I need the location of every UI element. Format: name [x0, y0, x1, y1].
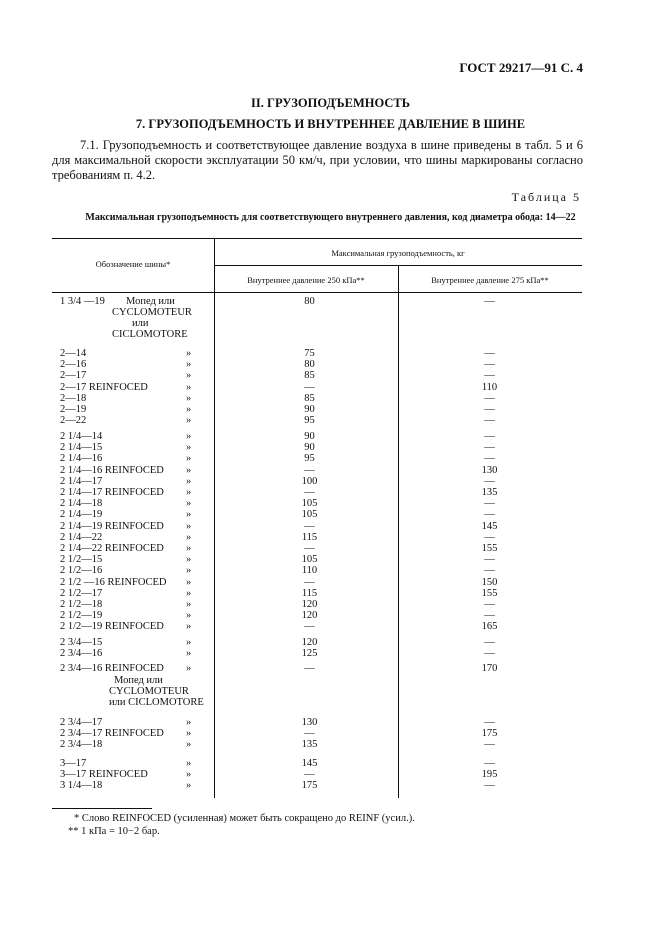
tire-designation: 2 1/2—16: [60, 565, 103, 577]
load-275: —: [484, 431, 495, 442]
tire-designation: 3—17 REINFOCED: [60, 769, 148, 781]
tire-designation: 2 1/4—18: [60, 498, 103, 510]
table-row: [52, 348, 582, 359]
load-250: —: [304, 621, 315, 633]
table-row: [52, 521, 582, 532]
tire-designation: 2—16: [60, 359, 87, 371]
table-row: [52, 382, 582, 393]
load-275: —: [484, 531, 495, 543]
load-250: —: [304, 464, 315, 476]
header-pressure-275: Внутреннее давление 275 кПа**: [431, 275, 549, 285]
document-header: ГОСТ 29217—91 С. 4: [459, 60, 583, 75]
load-250: —: [304, 728, 315, 740]
tire-designation: 2 1/4—22: [60, 531, 103, 543]
load-275: —: [484, 565, 495, 577]
table-row: [52, 610, 582, 621]
load-250: —: [304, 520, 315, 532]
table-row: [52, 621, 582, 632]
load-250: 90: [304, 404, 315, 415]
ditto-mark: »: [186, 404, 192, 415]
tire-designation: 2—14: [60, 348, 87, 359]
ditto-mark: »: [186, 637, 192, 648]
load-250: 115: [301, 587, 318, 599]
header-bottom-rule: [52, 292, 582, 293]
load-275: —: [484, 392, 495, 404]
load-250: 80: [304, 359, 315, 371]
footnote-1: * Слово REINFOCED (усиленная) может быть сокращено до REINF (усил.).: [74, 813, 415, 824]
load-250: —: [304, 663, 315, 674]
load-275: —: [484, 717, 495, 728]
tire-designation: 2—18: [60, 392, 87, 404]
load-275: —: [484, 648, 495, 660]
load-275: —: [484, 610, 495, 622]
tire-designation: 2 1/4—17 REINFOCED: [60, 487, 164, 498]
ditto-mark: »: [186, 728, 192, 740]
ditto-mark: »: [186, 464, 192, 476]
ditto-mark: »: [186, 769, 192, 781]
ditto-mark: »: [186, 487, 192, 498]
table-row: [52, 509, 582, 520]
table-row: [52, 532, 582, 543]
table-row: [52, 739, 582, 750]
load-275: —: [484, 415, 495, 427]
load-250: 135: [301, 739, 318, 751]
table-row: [52, 565, 582, 576]
load-250: 130: [301, 717, 318, 728]
ditto-mark: »: [186, 453, 192, 465]
ditto-mark: »: [186, 739, 192, 751]
ditto-mark: »: [186, 431, 192, 442]
load-275: —: [484, 637, 495, 648]
tire-designation: 2 3/4—18: [60, 739, 103, 751]
load-275: 155: [481, 543, 498, 554]
tire-designation: 2 1/2—17: [60, 587, 103, 599]
table-label: Таблица 5: [511, 190, 581, 204]
load-275: 145: [481, 520, 498, 532]
load-250: 175: [301, 780, 318, 792]
header-pressure-250: Внутреннее давление 250 кПа**: [247, 275, 365, 285]
ditto-mark: »: [186, 758, 192, 769]
load-250: 90: [304, 442, 315, 454]
ditto-mark: »: [186, 543, 192, 554]
footnote-2: ** 1 кПа = 10−2 бар.: [68, 826, 160, 837]
tire-designation: 2—22: [60, 415, 87, 427]
load-250: 95: [304, 415, 315, 427]
table-row: [52, 637, 582, 648]
ditto-mark: »: [186, 348, 192, 359]
table-row: [52, 648, 582, 659]
tire-designation: 2 1/2—15: [60, 554, 103, 566]
table-row: [52, 404, 582, 415]
ditto-mark: »: [186, 621, 192, 633]
ditto-mark: »: [186, 610, 192, 622]
load-275: 170: [481, 663, 498, 674]
table-row: [52, 442, 582, 453]
table-row: [52, 543, 582, 554]
tire-designation: 2 3/4—16 REINFOCED: [60, 663, 164, 674]
load-250: 85: [304, 370, 315, 382]
tire-designation: 2 1/4—17: [60, 475, 103, 487]
tire-designation: 2 1/4—15: [60, 442, 103, 454]
table-row: [52, 769, 582, 780]
table-row: [52, 465, 582, 476]
table-row: [52, 728, 582, 739]
load-250: 75: [304, 348, 315, 359]
load-275: 150: [481, 576, 498, 588]
load-250: 100: [301, 475, 318, 487]
ditto-mark: »: [186, 599, 192, 610]
tire-designation: 2 1/4—22 REINFOCED: [60, 543, 164, 554]
tire-designation: 2 1/2—19: [60, 610, 103, 622]
load-275: 165: [481, 621, 498, 633]
load-275: 110: [481, 381, 498, 393]
load-275: —: [484, 359, 495, 371]
tire-designation: 2 1/4—16: [60, 453, 103, 465]
load-275: —: [484, 509, 495, 521]
table-row: [52, 577, 582, 588]
table-row: [52, 393, 582, 404]
load-275: —: [484, 442, 495, 454]
load-275: 175: [481, 728, 498, 740]
load-275: —: [484, 554, 495, 566]
tire-designation: 3 1/4—18: [60, 780, 103, 792]
load-250: —: [304, 576, 315, 588]
load-275: 155: [481, 587, 498, 599]
load-275: —: [484, 739, 495, 751]
moped-note: CICLOMOTORE: [112, 329, 188, 340]
tire-designation: 2 3/4—17 REINFOCED: [60, 728, 164, 740]
ditto-mark: »: [186, 442, 192, 454]
tire-designation: 2—19: [60, 404, 87, 415]
load-250: —: [304, 769, 315, 781]
table-row: [52, 498, 582, 509]
header-max-load: Максимальная грузоподъемность, кг: [331, 248, 465, 258]
ditto-mark: »: [186, 531, 192, 543]
header-designation: Обозначение шины*: [95, 259, 171, 269]
ditto-mark: »: [186, 587, 192, 599]
load-250: 105: [301, 509, 318, 521]
table-row: [52, 359, 582, 370]
table-row: [52, 415, 582, 426]
table-row: [52, 476, 582, 487]
load-250: 120: [301, 610, 318, 622]
table-row: [52, 663, 582, 674]
ditto-mark: »: [186, 392, 192, 404]
section-title: II. ГРУЗОПОДЪЕМНОСТЬ: [251, 96, 410, 110]
load-275: —: [484, 404, 495, 415]
subsection-title: 7. ГРУЗОПОДЪЕМНОСТЬ И ВНУТРЕННЕЕ ДАВЛЕНИЕ В ШИНЕ: [135, 117, 526, 131]
ditto-mark: »: [186, 359, 192, 371]
table-row: [52, 370, 582, 381]
tire-designation: 2—17 REINFOCED: [60, 381, 148, 393]
ditto-mark: »: [186, 381, 192, 393]
tire-designation: 2 1/4—16 REINFOCED: [60, 464, 164, 476]
load-275: —: [484, 453, 495, 465]
load-250: 120: [301, 599, 318, 610]
load-275: 130: [481, 464, 498, 476]
tire-designation: 2 3/4—17: [60, 717, 103, 728]
table-top-rule: [52, 238, 582, 239]
moped-note: CYCLOMOTEUR: [112, 307, 192, 318]
tire-designation: 2 1/2—19 REINFOCED: [60, 621, 164, 633]
moped-note: или: [132, 318, 149, 329]
table-row: [52, 599, 582, 610]
table-row: [52, 431, 582, 442]
tire-designation: 2 3/4—15: [60, 637, 103, 648]
paragraph-text: Грузоподъемность и соответствующее давление воздуха в шине приведены в табл. 5 и 6 для максимальной скорости эксплуатации 50 км/ч, при условии, что шины маркированы согласно требованиям п. 4.2.: [52, 138, 583, 182]
load-275: —: [484, 475, 495, 487]
load-275: —: [484, 370, 495, 382]
ditto-mark: »: [186, 415, 192, 427]
tire-designation: 3—17: [60, 758, 87, 769]
load-275: —: [484, 758, 495, 769]
ditto-mark: »: [186, 370, 192, 382]
tire-designation: 2 1/4—19 REINFOCED: [60, 520, 164, 532]
load-250: 110: [301, 565, 318, 577]
tire-designation: 2 3/4—16: [60, 648, 103, 660]
load-275: —: [484, 348, 495, 359]
load-250: 85: [304, 392, 315, 404]
load-275: —: [484, 780, 495, 792]
load-275: —: [484, 296, 495, 307]
load-275: —: [484, 599, 495, 610]
tire-designation: 2—17: [60, 370, 87, 382]
footnote-rule: [52, 808, 152, 809]
ditto-mark: »: [186, 509, 192, 521]
load-275: 135: [481, 487, 498, 498]
ditto-mark: »: [186, 520, 192, 532]
ditto-mark: »: [186, 717, 192, 728]
load-250: 105: [301, 554, 318, 566]
moped-note: или CICLOMOTORE: [109, 697, 204, 708]
load-250: 80: [304, 296, 315, 307]
tire-designation: 1 3/4 —19: [60, 296, 105, 307]
paragraph-7-1: [52, 138, 583, 183]
load-250: 90: [304, 431, 315, 442]
tire-designation: 2 1/2—18: [60, 599, 103, 610]
ditto-mark: »: [186, 498, 192, 510]
load-250: —: [304, 543, 315, 554]
ditto-mark: »: [186, 780, 192, 792]
ditto-mark: »: [186, 648, 192, 660]
load-250: 145: [301, 758, 318, 769]
table-row: [52, 554, 582, 565]
table-row: [52, 453, 582, 464]
table-row: [52, 487, 582, 498]
paragraph-number: 7.1.: [80, 138, 99, 152]
load-275: —: [484, 498, 495, 510]
table-row: [52, 588, 582, 599]
moped-note: Мопед или: [126, 296, 175, 307]
load-250: 115: [301, 531, 318, 543]
tire-designation: 2 1/4—14: [60, 431, 103, 442]
ditto-mark: »: [186, 576, 192, 588]
ditto-mark: »: [186, 565, 192, 577]
ditto-mark: »: [186, 554, 192, 566]
load-250: —: [304, 487, 315, 498]
table-row: [52, 780, 582, 791]
table-row: [52, 758, 582, 769]
moped-note: CYCLOMOTEUR: [109, 686, 189, 697]
tire-designation: 2 1/4—19: [60, 509, 103, 521]
load-250: 125: [301, 648, 318, 660]
table-caption: Максимальная грузоподъемность для соответствующего внутреннего давления, код диаметра обода: 14—22: [85, 212, 576, 223]
moped-note: Мопед или: [114, 675, 163, 686]
ditto-mark: »: [186, 663, 192, 674]
load-250: 95: [304, 453, 315, 465]
load-275: 195: [481, 769, 498, 781]
ditto-mark: »: [186, 475, 192, 487]
load-250: 120: [301, 637, 318, 648]
table-row: [52, 717, 582, 728]
tire-designation: 2 1/2 —16 REINFOCED: [60, 576, 167, 588]
load-250: 105: [301, 498, 318, 510]
load-250: —: [304, 381, 315, 393]
